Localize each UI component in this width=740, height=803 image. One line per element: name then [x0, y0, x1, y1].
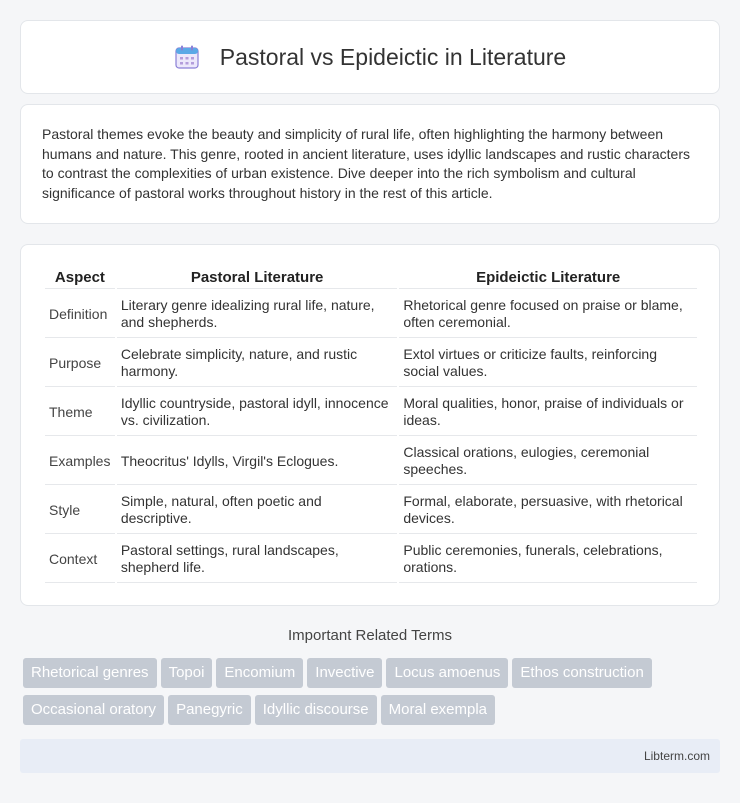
row-aspect: Purpose: [45, 340, 115, 387]
term-tag[interactable]: Rhetorical genres: [23, 658, 157, 688]
term-tag[interactable]: Ethos construction: [512, 658, 651, 688]
term-tag[interactable]: Encomium: [216, 658, 303, 688]
term-tag[interactable]: Topoi: [161, 658, 213, 688]
term-tag[interactable]: Occasional oratory: [23, 695, 164, 725]
related-terms-list: [23, 658, 723, 732]
table-row: [45, 438, 697, 485]
header-pastoral: Pastoral Literature: [117, 267, 398, 289]
row-epideictic: Formal, elaborate, persuasive, with rhetorical devices.: [399, 487, 697, 534]
term-tag[interactable]: Invective: [307, 658, 382, 688]
row-pastoral: Idyllic countryside, pastoral idyll, innocence vs. civilization.: [117, 389, 398, 436]
row-aspect: Theme: [45, 389, 115, 436]
table-row: [45, 487, 697, 534]
row-aspect: Style: [45, 487, 115, 534]
intro-card: [20, 104, 720, 224]
table-row: [45, 340, 697, 387]
row-epideictic: Moral qualities, honor, praise of individuals or ideas.: [399, 389, 697, 436]
footer-site-link[interactable]: Libterm.com: [643, 749, 710, 763]
page-title: Pastoral vs Epideictic in Literature: [219, 43, 567, 70]
row-pastoral: Theocritus' Idylls, Virgil's Eclogues.: [117, 438, 398, 485]
footer: [20, 739, 720, 773]
title-wrap: [174, 44, 566, 71]
comparison-table-card: [20, 244, 720, 606]
row-epideictic: Public ceremonies, funerals, celebrations, orations.: [399, 536, 697, 583]
table-row: [45, 389, 697, 436]
row-epideictic: Rhetorical genre focused on praise or blame, often ceremonial.: [399, 291, 697, 338]
row-pastoral: Pastoral settings, rural landscapes, shepherd life.: [117, 536, 398, 583]
title-card: [20, 20, 720, 94]
intro-paragraph: Pastoral themes evoke the beauty and simplicity of rural life, often highlighting the harmony between humans and nature. This genre, rooted in ancient literature, uses idyllic landscapes and rustic characters to contrast the complexities of urban existence. Dive deeper into the rich symbolism and cultural significance of pastoral works throughout history in the rest of this article.: [42, 126, 690, 201]
related-terms-heading: Important Related Terms: [288, 627, 452, 644]
row-epideictic: Extol virtues or criticize faults, reinforcing social values.: [399, 340, 697, 387]
term-tag[interactable]: Panegyric: [168, 695, 251, 725]
row-aspect: Context: [45, 536, 115, 583]
header-epideictic: Epideictic Literature: [399, 267, 697, 289]
term-tag[interactable]: Locus amoenus: [386, 658, 508, 688]
header-aspect: Aspect: [45, 267, 115, 289]
calendar-icon: [174, 44, 200, 70]
comparison-table: [43, 265, 699, 585]
table-row: [45, 291, 697, 338]
row-aspect: Examples: [45, 438, 115, 485]
row-pastoral: Simple, natural, often poetic and descriptive.: [117, 487, 398, 534]
row-pastoral: Celebrate simplicity, nature, and rustic harmony.: [117, 340, 398, 387]
term-tag[interactable]: Moral exempla: [381, 695, 495, 725]
row-epideictic: Classical orations, eulogies, ceremonial speeches.: [399, 438, 697, 485]
term-tag[interactable]: Idyllic discourse: [255, 695, 377, 725]
row-aspect: Definition: [45, 291, 115, 338]
row-pastoral: Literary genre idealizing rural life, nature, and shepherds.: [117, 291, 398, 338]
table-row: [45, 536, 697, 583]
table-header-row: [45, 267, 697, 289]
